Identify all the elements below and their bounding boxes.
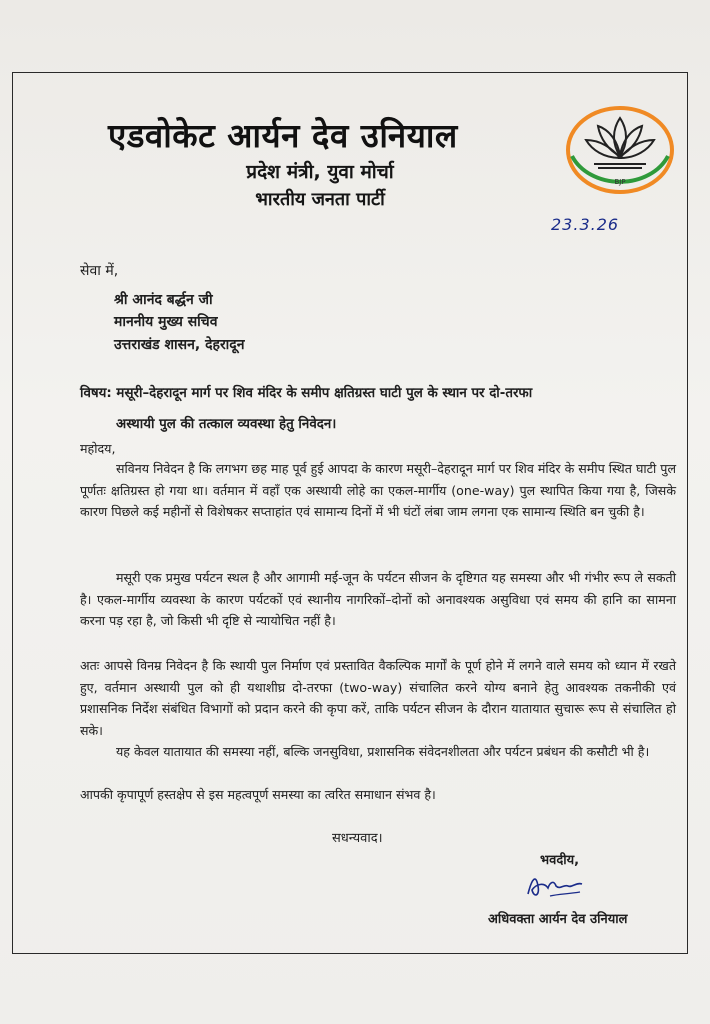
body-paragraph: मसूरी एक प्रमुख पर्यटन स्थल है और आगामी मई-जून के पर्यटन सीजन के दृष्टिगत यह समस्या और भी गंभीर रूप ले सकती है। एकल-मार्गीय व्यवस्था के कारण पर्यटकों एवं स्थानीय नागरिकों–दोनों को अनावश्यक असुविधा एवं समय की हानि का सामना करना पड़ रहा है, जो किसी भी दृष्टि से न्यायोचित नहीं है।: [80, 570, 676, 628]
lotus-emblem-icon: [564, 104, 676, 196]
subject-line: विषय: मसूरी–देहरादून मार्ग पर शिव मंदिर के समीप क्षतिग्रस्त घाटी पुल के स्थान पर दो-तरफा: [80, 386, 533, 401]
recipient-line: माननीय मुख्य सचिव: [114, 314, 218, 330]
letter-date: 23.3.26: [551, 215, 620, 234]
body-paragraph: आपकी कृपापूर्ण हस्तक्षेप से इस महत्वपूर्ण समस्या का त्वरित समाधान संभव है।: [80, 787, 436, 802]
body-paragraph: यह केवल यातायात की समस्या नहीं, बल्कि जनसुविधा, प्रशासनिक संवेदनशीलता और पर्यटन प्रबंधन की कसौटी भी है।: [116, 744, 650, 759]
logo-text: BJP: [614, 178, 626, 186]
letterhead-position: प्रदेश मंत्री, युवा मोर्चा: [246, 161, 394, 183]
recipient-line: श्री आनंद बर्द्धन जी: [114, 292, 213, 308]
closing-yours: भवदीय,: [540, 853, 580, 868]
letterhead-name: एडवोकेट आर्यन देव उनियाल: [108, 116, 458, 155]
signatory-name: अधिवक्ता आर्यन देव उनियाल: [488, 912, 628, 927]
body-paragraph: अतः आपसे विनम्र निवेदन है कि स्थायी पुल निर्माण एवं प्रस्तावित वैकल्पिक मार्गों के पूर्ण होने में लगने वाले समय को ध्यान में रखते हुए, वर्तमान अस्थायी पुल को ही यथाशीघ्र दो-तरफा (two-way) संचालित करने योग्य बनाने हेतु आवश्यक तकनीकी एवं प्रशासनिक निर्देश संबंधित विभागों को प्रदान करने की कृपा करें, ताकि पर्यटन सीजन के दौरान यातायात सुचारू रूप से संचालित हो सके।: [80, 658, 676, 738]
recipient-prefix: सेवा में,: [80, 263, 119, 279]
lotus-icon: [586, 118, 654, 168]
greeting: महोदय,: [80, 441, 116, 456]
body-paragraph: सविनय निवेदन है कि लगभग छह माह पूर्व हुई आपदा के कारण मसूरी–देहरादून मार्ग पर शिव मंदिर के समीप स्थित घाटी पुल पूर्णतः क्षतिग्रस्त हो गया था। वर्तमान में वहाँ एक अस्थायी लोहे का एकल-मार्गीय (one-way) पुल स्थापित किया गया है, जिसके कारण पिछले कई महीनों से विशेषकर सप्ताहांत एवं सामान्य दिनों में भी घंटों लंबा जाम लगना एक सामान्य स्थिति बन चुकी है।: [80, 461, 676, 519]
closing-thanks: सधन्यवाद।: [332, 831, 383, 846]
recipient-line: उत्तराखंड शासन, देहरादून: [114, 337, 245, 353]
signature-icon: [524, 868, 590, 902]
letterhead-party: भारतीय जनता पार्टी: [255, 189, 385, 210]
subject-line-continued: अस्थायी पुल की तत्काल व्यवस्था हेतु निवेदन।: [116, 417, 337, 432]
